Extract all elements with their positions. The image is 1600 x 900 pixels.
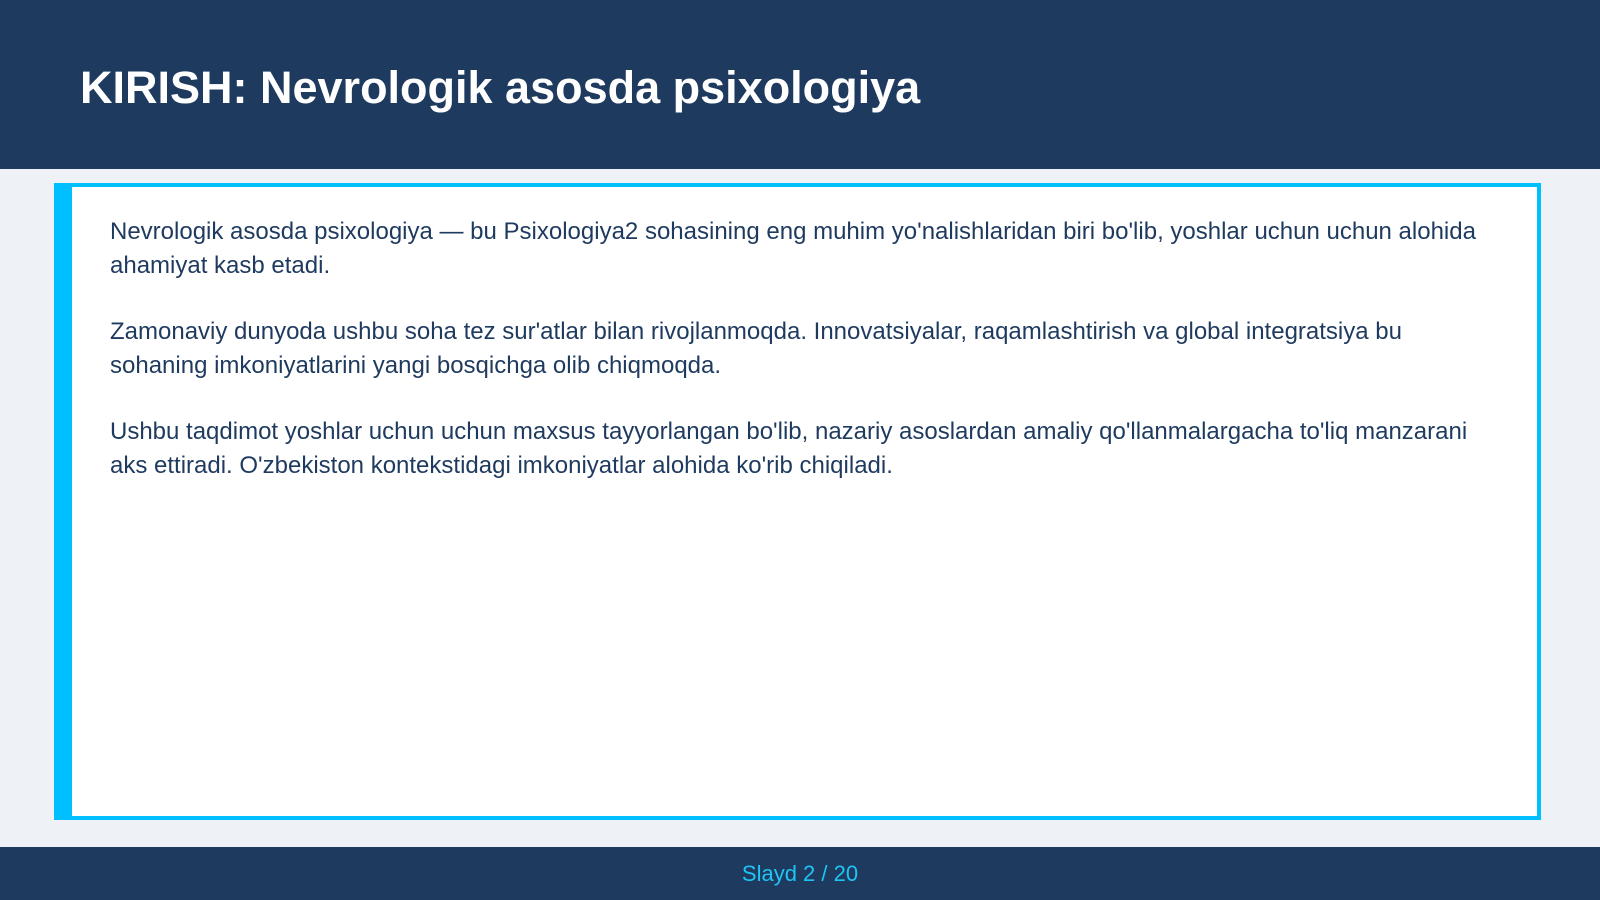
slide-footer	[0, 847, 1600, 900]
development-paragraph: Zamonaviy dunyoda ushbu soha tez sur'atlar bilan rivojlanmoqda. Innovatsiyalar, raqamlashtirish va global integratsiya bu sohaning imkoniyatlarini yangi bosqichga olib chiqmoqda.	[110, 318, 1402, 379]
content-card	[54, 183, 1541, 820]
slide-header	[0, 0, 1600, 169]
intro-paragraph: Nevrologik asosda psixologiya — bu Psixologiya2 sohasining eng muhim yo'nalishlaridan biri bo'lib, yoshlar uchun uchun alohida ahamiyat kasb etadi.	[110, 218, 1476, 279]
slide-number: Slayd 2 / 20	[741, 861, 859, 886]
slide-title: KIRISH: Nevrologik asosda psixologiya	[80, 62, 921, 113]
presentation-purpose-paragraph: Ushbu taqdimot yoshlar uchun uchun maxsus tayyorlangan bo'lib, nazariy asoslardan amaliy qo'llanmalargacha to'liq manzarani aks ettiradi. O'zbekiston kontekstidagi imkoniyatlar alohida ko'rib chiqiladi.	[110, 418, 1468, 479]
